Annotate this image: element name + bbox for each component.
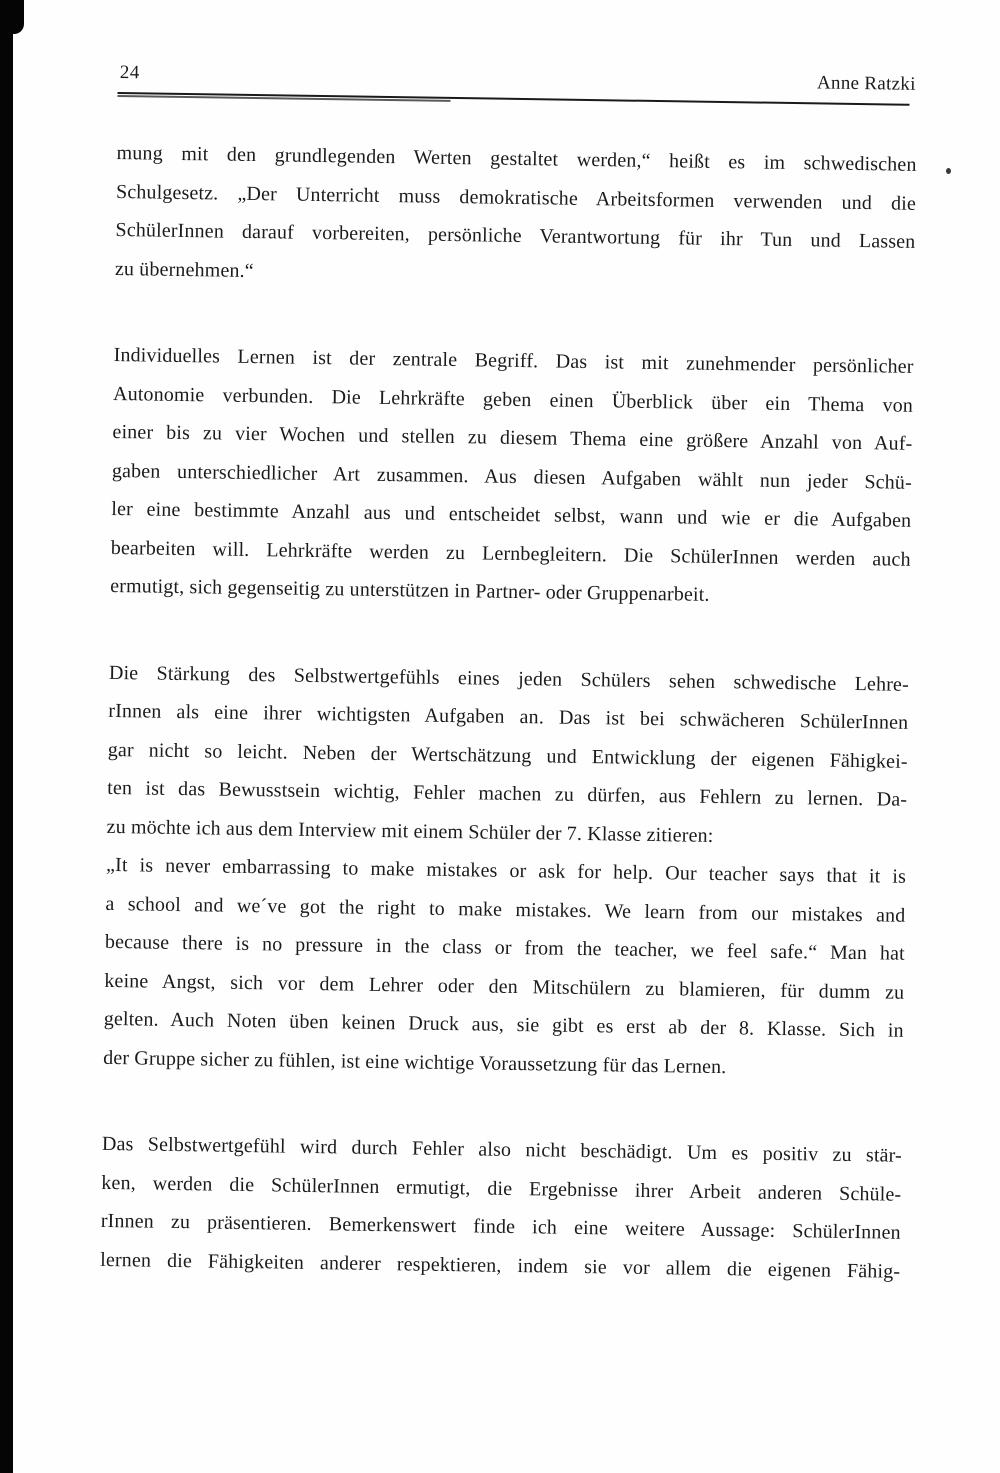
- text-line: Die Stärkung des Selbstwertgefühls eines jeden Schülers sehen schwedische Lehre-: [108, 661, 910, 696]
- paragraph-3-quote: [103, 846, 906, 1089]
- page-content: [100, 62, 918, 1291]
- text-line: lernen die Fähigkeiten anderer respektieren, indem sie vor allem die eigenen Fähig-: [100, 1248, 901, 1283]
- text-line: ten ist das Bewusstsein wichtig, Fehler machen zu dürfen, aus Fehlern zu lernen. Da-: [107, 776, 908, 811]
- text-line: ermutigt, sich gegenseitig zu unterstützen in Partner- oder Gruppenarbeit.: [110, 574, 710, 606]
- text-line: gar nicht so leicht. Neben der Wertschätzung und Entwicklung der eigenen Fähigkei-: [107, 738, 908, 773]
- text-line: ler eine bestimmte Anzahl aus und entscheidet selbst, wann und wie er die Aufgaben: [111, 497, 912, 532]
- text-line: gelten. Auch Noten üben keinen Druck aus, sie gibt es erst ab der 8. Klasse. Sich in: [103, 1007, 904, 1042]
- paragraph-1: [115, 134, 917, 300]
- text-line: Individuelles Lernen ist der zentrale Begriff. Das ist mit zunehmender persönlicher: [113, 343, 914, 378]
- text-line: mung mit den grundlegenden Werten gestaltet werden,“ heißt es im schwedischen: [116, 141, 917, 176]
- text-line: a school and we´ve got the right to make mistakes. We learn from our mistakes and: [105, 892, 906, 927]
- page-number: 24: [119, 62, 140, 84]
- text-line: Das Selbstwertgefühl wird durch Fehler also nicht beschädigt. Um es positiv zu stär-: [101, 1132, 903, 1167]
- text-line: der Gruppe sicher zu fühlen, ist eine wichtige Voraussetzung für das Lernen.: [103, 1046, 727, 1078]
- text-line: because there is no pressure in the class or from the teacher, we feel safe.“ Man hat: [104, 930, 906, 965]
- text-line: rInnen als eine ihrer wichtigsten Aufgaben an. Das ist bei schwächeren SchülerInnen: [108, 699, 909, 734]
- scan-speck: [946, 168, 951, 174]
- text-line: gaben unterschiedlicher Art zusammen. Aus diesen Aufgaben wählt nun jeder Schü-: [111, 459, 913, 494]
- text-line: zu übernehmen.“: [114, 257, 254, 282]
- text-line: Autonomie verbunden. Die Lehrkräfte geben einen Überblick über ein Thema von: [112, 382, 914, 417]
- author-name: Anne Ratzki: [816, 72, 916, 95]
- scan-artifact-corner: [0, 0, 24, 34]
- paragraph-3: [106, 653, 909, 857]
- paragraph-4: [100, 1125, 902, 1291]
- text-line: SchülerInnen darauf vorbereiten, persönliche Verantwortung für ihr Tun und Lassen: [115, 218, 916, 253]
- text-line: keine Angst, sich vor dem Lehrer oder den Mitschülern zu blamieren, für dumm zu: [104, 969, 905, 1004]
- text-line: zu möchte ich aus dem Interview mit einem Schüler der 7. Klasse zitieren:: [106, 815, 714, 847]
- text-line: bearbeiten will. Lehrkräfte werden zu Lernbegleitern. Die SchülerInnen werden auch: [110, 536, 911, 571]
- text-line: ken, werden die SchülerInnen ermutigt, die Ergebnisse ihrer Arbeit anderen Schüle-: [101, 1171, 902, 1206]
- text-line: rInnen zu präsentieren. Bemerkenswert finde ich eine weitere Aussage: SchülerInnen: [100, 1209, 901, 1244]
- scan-artifact-left-bar: [0, 0, 13, 1473]
- text-line: einer bis zu vier Wochen und stellen zu diesem Thema eine größere Anzahl von Auf-: [112, 420, 913, 455]
- text-line: „It is never embarrassing to make mistakes or ask for help. Our teacher says that it is: [105, 853, 907, 888]
- text-line: Schulgesetz. „Der Unterricht muss demokratische Arbeitsformen verwenden und die: [115, 180, 917, 215]
- paragraph-2: [110, 336, 914, 617]
